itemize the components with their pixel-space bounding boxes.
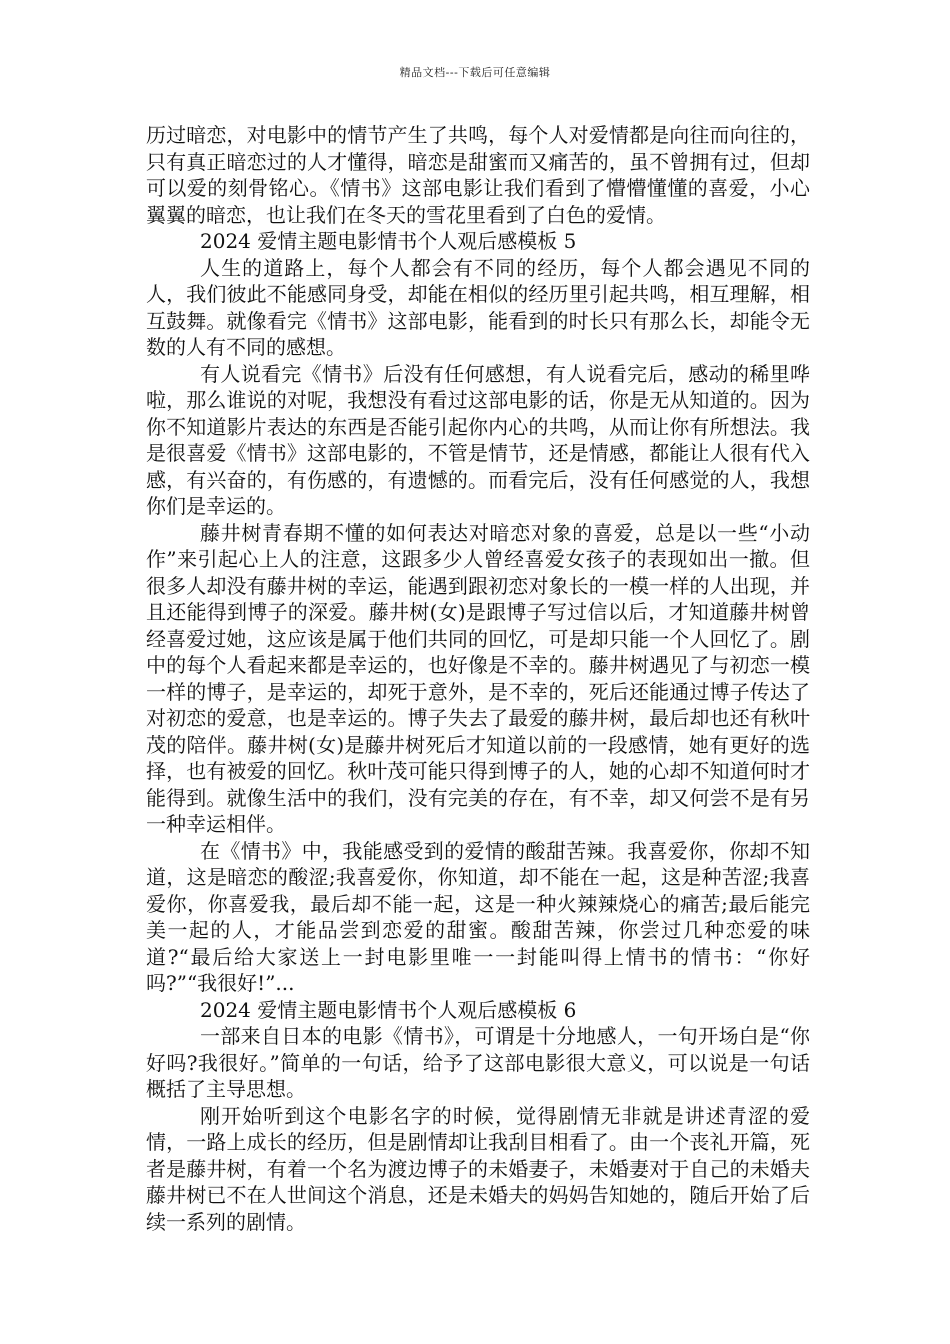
section-heading-5: 2024 爱情主题电影情书个人观后感模板 5 [200, 229, 577, 253]
page-header: 精品文档---下载后可任意编辑 [399, 66, 551, 79]
section-heading-6: 2024 爱情主题电影情书个人观后感模板 6 [200, 997, 577, 1022]
paragraph: 在《情书》中，我能感受到的爱情的酸甜苦辣。我喜爱你，你却不知道，这是暗恋的酸涩;我喜爱你，你知道，却不能在一起，这是种苦涩;我喜爱你，你喜爱我，最后却不能一起，这是一种火辣辣烧心的痛苦;最后能完美一起的人，才能品尝到恋爱的甜蜜。酸甜苦辣，你尝过几种恋爱的味道?“最后给大家送上一封电影里唯一一封能叫得上情书的情书：“你好吗?”“我很好!”... [146, 838, 810, 995]
paragraph: 一部来自日本的电影《情书》，可谓是十分地感人，一句开场白是“你好吗?我很好。”简单的一句话，给予了这部电影很大意义，可以说是一句话概括了主导思想。 [146, 1024, 810, 1101]
paragraph: 人生的道路上，每个人都会有不同的经历，每个人都会遇见不同的人，我们彼此不能感同身受，却能在相似的经历里引起共鸣，相互理解，相互鼓舞。就像看完《情书》这部电影，能看到的时长只有那么长，却能令无数的人有不同的感想。 [146, 255, 810, 359]
document-body [146, 122, 810, 1235]
paragraph: 藤井树青春期不懂的如何表达对暗恋对象的喜爱，总是以一些“小动作”来引起心上人的注意，这跟多少人曾经喜爱女孩子的表现如出一撤。但很多人却没有藤井树的幸运，能遇到跟初恋对象长的一模一样的人出现，并且还能得到博子的深爱。藤井树(女)是跟博子写过信以后，才知道藤井树曾经喜爱过她，这应该是属于他们共同的回忆，可是却只能一个人回忆了。剧中的每个人看起来都是幸运的，也好像是不幸的。藤井树遇见了与初恋一模一样的博子，是幸运的，却死于意外，是不幸的，死后还能通过博子传达了对初恋的爱意，也是幸运的。博子失去了最爱的藤井树，最后却也还有秋叶茂的陪伴。藤井树(女)是藤井树死后才知道以前的一段感情，她有更好的选择，也有被爱的回忆。秋叶茂可能只得到博子的人，她的心却不知道何时才能得到。就像生活中的我们，没有完美的存在，有不幸，却又何尝不是有另一种幸运相伴。 [146, 520, 810, 836]
paragraph: 有人说看完《情书》后没有任何感想，有人说看完后，感动的稀里哗啦，那么谁说的对呢，我想没有看过这部电影的话，你是无从知道的。因为你不知道影片表达的东西是否能引起你内心的共鸣，从而让你有所想法。我是很喜爱《情书》这部电影的，不管是情节，还是情感，都能让人很有代入感，有兴奋的，有伤感的，有遗憾的。而看完后，没有任何感觉的人，我想你们是幸运的。 [146, 361, 810, 518]
paragraph-continued: 历过暗恋，对电影中的情节产生了共鸣，每个人对爱情都是向往而向往的，只有真正暗恋过的人才懂得，暗恋是甜蜜而又痛苦的，虽不曾拥有过，但却可以爱的刻骨铭心。《情书》这部电影让我们看到了懵懵懂懂的喜爱，小心翼翼的暗恋，也让我们在冬天的雪花里看到了白色的爱情。 [146, 123, 810, 227]
paragraph: 刚开始听到这个电影名字的时候，觉得剧情无非就是讲述青涩的爱情，一路上成长的经历，但是剧情却让我刮目相看了。由一个丧礼开篇，死者是藤井树，有着一个名为渡边博子的未婚妻子，未婚妻对于自己的未婚夫藤井树已不在人世间这个消息，还是未婚夫的妈妈告知她的，随后开始了后续一系列的剧情。 [146, 1103, 810, 1234]
